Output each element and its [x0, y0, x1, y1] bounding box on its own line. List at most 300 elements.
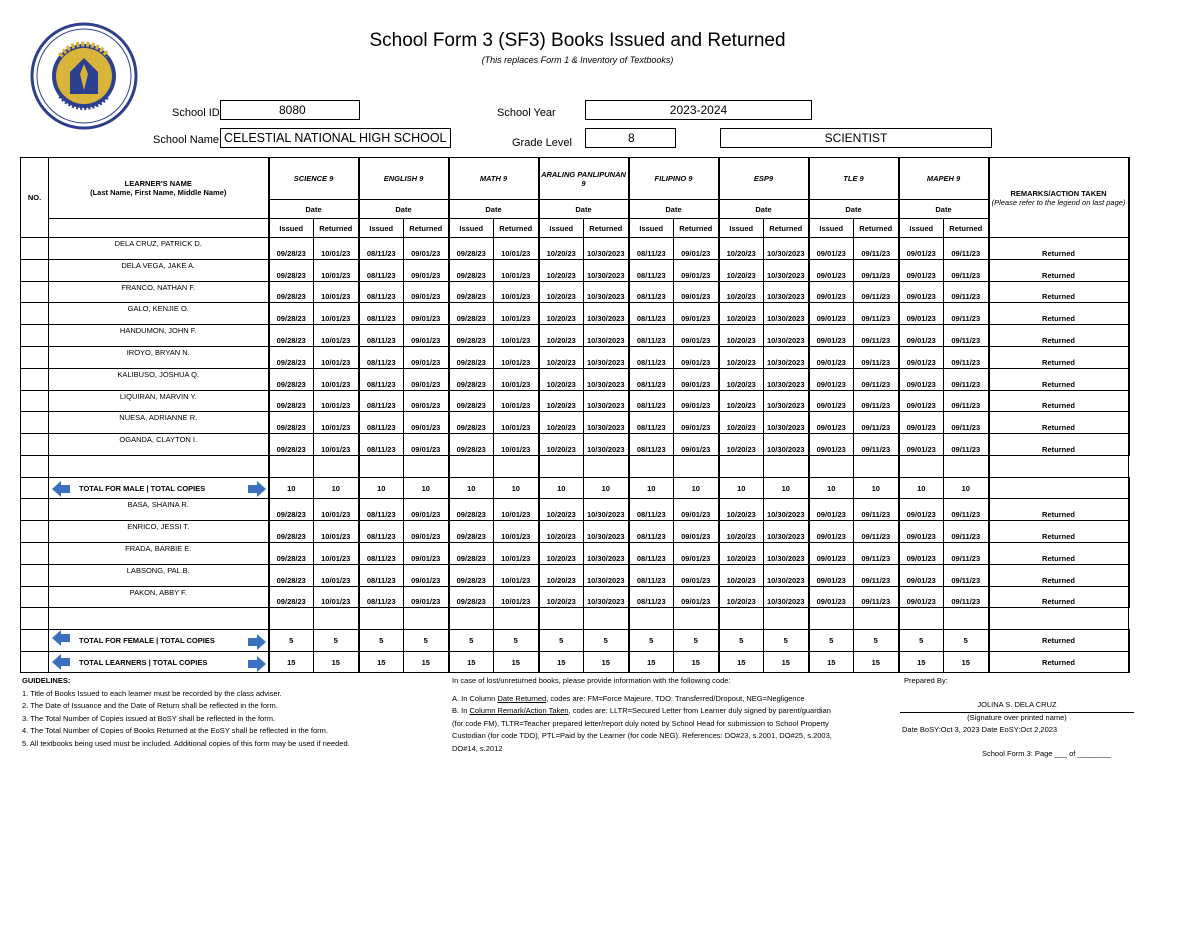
issued-date-cell: 08/11/23	[359, 346, 404, 368]
total-cell: 5	[944, 630, 989, 652]
empty-cell	[269, 455, 314, 477]
issued-date-cell: 09/28/23	[449, 303, 494, 325]
issued-date-cell: 09/28/23	[449, 259, 494, 281]
returned-date-cell: 09/01/23	[404, 521, 449, 543]
issued-date-cell: 09/01/23	[899, 390, 944, 412]
total-label: TOTAL FOR MALE | TOTAL COPIES	[49, 477, 269, 499]
subject-header: SCIENCE 9	[269, 158, 359, 200]
date-header: Date	[449, 200, 539, 219]
remarks-sub: (Please refer to the legend on last page)	[991, 197, 1126, 207]
issued-date-cell: 09/28/23	[269, 346, 314, 368]
issued-header: Issued	[269, 219, 314, 238]
returned-date-cell: 10/01/23	[494, 259, 539, 281]
total-cell: 10	[719, 477, 764, 499]
returned-date-cell: 09/11/23	[944, 346, 989, 368]
learner-name: GALO, KENJIE O.	[49, 303, 269, 325]
returned-date-cell: 09/01/23	[404, 543, 449, 565]
row-number	[21, 477, 49, 499]
total-cell: 5	[269, 630, 314, 652]
total-cell: 15	[584, 651, 629, 673]
issued-date-cell: 10/20/23	[719, 390, 764, 412]
returned-date-cell: 09/01/23	[674, 412, 719, 434]
returned-date-cell: 09/01/23	[404, 390, 449, 412]
table-row	[21, 586, 1129, 608]
issued-date-cell: 09/01/23	[809, 281, 854, 303]
codes-legend	[452, 675, 897, 761]
total-cell: 10	[359, 477, 404, 499]
table-row	[21, 390, 1129, 412]
issued-date-cell: 09/01/23	[809, 259, 854, 281]
total-cell: 10	[854, 477, 899, 499]
returned-date-cell: 09/11/23	[944, 238, 989, 260]
issued-date-cell: 09/28/23	[449, 521, 494, 543]
returned-date-cell: 09/11/23	[944, 543, 989, 565]
issued-date-cell: 10/20/23	[719, 412, 764, 434]
issued-date-cell: 09/28/23	[449, 346, 494, 368]
subject-header: ARALING PANLIPUNAN 9	[539, 158, 629, 200]
total-cell: 5	[674, 630, 719, 652]
issued-header: Issued	[719, 219, 764, 238]
empty-cell	[49, 608, 269, 630]
table-row	[21, 303, 1129, 325]
returned-date-cell: 10/30/2023	[584, 390, 629, 412]
total-cell: 5	[314, 630, 359, 652]
returned-date-cell: 09/11/23	[854, 564, 899, 586]
empty-cell	[989, 608, 1129, 630]
row-number	[21, 630, 49, 652]
returned-date-cell: 10/01/23	[494, 586, 539, 608]
issued-date-cell: 08/11/23	[359, 412, 404, 434]
returned-date-cell: 10/30/2023	[584, 564, 629, 586]
returned-date-cell: 09/11/23	[854, 303, 899, 325]
returned-date-cell: 10/01/23	[494, 390, 539, 412]
table-row	[21, 564, 1129, 586]
issued-date-cell: 10/20/23	[539, 521, 584, 543]
issued-date-cell: 08/11/23	[359, 434, 404, 456]
total-cell: 15	[404, 651, 449, 673]
returned-date-cell: 09/11/23	[854, 499, 899, 521]
total-cell: 5	[539, 630, 584, 652]
guideline-item: 2. The Date of Issuance and the Date of Return shall be reflected in the form.	[22, 701, 278, 710]
issued-date-cell: 09/01/23	[899, 259, 944, 281]
returned-date-cell: 09/01/23	[674, 303, 719, 325]
issued-date-cell: 08/11/23	[629, 543, 674, 565]
returned-date-cell: 09/01/23	[674, 238, 719, 260]
returned-date-cell: 09/01/23	[404, 368, 449, 390]
issued-date-cell: 09/01/23	[899, 499, 944, 521]
row-number	[21, 303, 49, 325]
issued-header: Issued	[449, 219, 494, 238]
empty-cell	[629, 608, 674, 630]
row-number	[21, 346, 49, 368]
issued-date-cell: 08/11/23	[629, 434, 674, 456]
section-field[interactable]: SCIENTIST	[720, 128, 992, 148]
total-cell: 5	[449, 630, 494, 652]
returned-date-cell: 09/11/23	[944, 499, 989, 521]
returned-header: Returned	[314, 219, 359, 238]
returned-date-cell: 09/01/23	[404, 499, 449, 521]
issued-date-cell: 08/11/23	[359, 325, 404, 347]
returned-date-cell: 09/01/23	[404, 281, 449, 303]
returned-date-cell: 09/01/23	[404, 238, 449, 260]
issued-date-cell: 09/01/23	[809, 434, 854, 456]
empty-cell	[674, 608, 719, 630]
issued-date-cell: 09/01/23	[899, 543, 944, 565]
issued-date-cell: 10/20/23	[719, 346, 764, 368]
returned-date-cell: 09/01/23	[404, 325, 449, 347]
returned-header: Returned	[944, 219, 989, 238]
learner-name: DELA VEGA, JAKE A.	[49, 259, 269, 281]
issued-date-cell: 08/11/23	[629, 521, 674, 543]
issued-date-cell: 08/11/23	[359, 499, 404, 521]
issued-date-cell: 09/01/23	[899, 303, 944, 325]
issued-date-cell: 09/28/23	[269, 412, 314, 434]
returned-date-cell: 10/01/23	[314, 521, 359, 543]
remarks-header	[989, 158, 1129, 238]
returned-date-cell: 09/11/23	[944, 586, 989, 608]
learner-name: HANDUMON, JOHN F.	[49, 325, 269, 347]
arrow-left-icon[interactable]	[52, 654, 70, 670]
returned-date-cell: 09/11/23	[854, 543, 899, 565]
issued-date-cell: 10/20/23	[539, 390, 584, 412]
returned-date-cell: 09/11/23	[944, 390, 989, 412]
total-cell: 15	[719, 651, 764, 673]
empty-cell	[584, 608, 629, 630]
issued-date-cell: 09/28/23	[449, 325, 494, 347]
remark-cell: Returned	[989, 346, 1129, 368]
guideline-item: 1. Title of Books Issued to each learner must be recorded by the class adviser.	[22, 688, 282, 698]
empty-cell	[404, 455, 449, 477]
returned-date-cell: 09/11/23	[944, 303, 989, 325]
school-year-label: School Year	[497, 107, 556, 119]
issued-date-cell: 09/01/23	[809, 543, 854, 565]
bosy-eosy-dates: Date BoSY:Oct 3, 2023 Date EoSY:Oct 2,2023	[902, 725, 1058, 734]
issued-date-cell: 09/01/23	[809, 412, 854, 434]
issued-date-cell: 09/01/23	[809, 586, 854, 608]
subject-header: TLE 9	[809, 158, 899, 200]
issued-date-cell: 09/01/23	[899, 434, 944, 456]
table-row	[21, 346, 1129, 368]
returned-date-cell: 10/30/2023	[764, 543, 809, 565]
returned-date-cell: 09/11/23	[854, 586, 899, 608]
form-title: School Form 3 (SF3) Books Issued and Returned	[369, 30, 786, 51]
row-number	[21, 325, 49, 347]
row-number	[21, 521, 49, 543]
returned-date-cell: 09/11/23	[854, 238, 899, 260]
issued-date-cell: 10/20/23	[719, 586, 764, 608]
returned-date-cell: 10/30/2023	[764, 434, 809, 456]
issued-date-cell: 08/11/23	[359, 586, 404, 608]
row-number	[21, 368, 49, 390]
returned-header: Returned	[404, 219, 449, 238]
date-header: Date	[539, 200, 629, 219]
empty-cell	[494, 608, 539, 630]
returned-date-cell: 09/01/23	[674, 521, 719, 543]
learner-name: OGANDA, CLAYTON I.	[49, 434, 269, 456]
returned-date-cell: 10/30/2023	[584, 499, 629, 521]
issued-date-cell: 08/11/23	[629, 368, 674, 390]
learner-name: PAKON, ABBY F.	[49, 586, 269, 608]
returned-date-cell: 10/30/2023	[584, 259, 629, 281]
guidelines-title: GUIDELINES:	[22, 676, 71, 685]
empty-cell	[854, 608, 899, 630]
table-row	[21, 630, 1129, 652]
total-cell: 15	[629, 651, 674, 673]
total-cell: 5	[404, 630, 449, 652]
empty-cell	[449, 455, 494, 477]
table-row	[21, 412, 1129, 434]
table-row	[21, 434, 1129, 456]
codes-intro: In case of lost/unreturned books, please provide information with the following code:	[452, 676, 731, 685]
remark-cell: Returned	[989, 281, 1129, 303]
issued-date-cell: 09/01/23	[899, 325, 944, 347]
issued-date-cell: 09/28/23	[449, 434, 494, 456]
code-a: A. In Column Date Returned, codes are: FM=Force Majeure, TDO: Transferred/Dropout, NEG=Negligence	[452, 693, 805, 703]
returned-date-cell: 10/01/23	[494, 368, 539, 390]
issued-date-cell: 10/20/23	[719, 521, 764, 543]
total-cell: 5	[854, 630, 899, 652]
issued-date-cell: 09/28/23	[449, 281, 494, 303]
total-cell: 5	[494, 630, 539, 652]
returned-date-cell: 09/11/23	[854, 521, 899, 543]
empty-cell	[314, 608, 359, 630]
school-year-field[interactable]: 2023-2024	[585, 100, 812, 120]
subject-header: FILIPINO 9	[629, 158, 719, 200]
issued-date-cell: 10/20/23	[719, 499, 764, 521]
returned-header: Returned	[854, 219, 899, 238]
issued-date-cell: 08/11/23	[359, 303, 404, 325]
returned-header: Returned	[674, 219, 719, 238]
table-row	[21, 259, 1129, 281]
total-cell: 10	[764, 477, 809, 499]
issued-date-cell: 09/28/23	[269, 543, 314, 565]
date-header: Date	[359, 200, 449, 219]
learner-name: BASA, SHAINA R.	[49, 499, 269, 521]
issued-date-cell: 10/20/23	[539, 281, 584, 303]
total-cell: 15	[314, 651, 359, 673]
empty-cell	[899, 455, 944, 477]
returned-date-cell: 09/01/23	[674, 325, 719, 347]
date-header: Date	[719, 200, 809, 219]
empty-cell	[539, 455, 584, 477]
grade-level-field[interactable]: 8	[585, 128, 676, 148]
returned-date-cell: 09/01/23	[404, 434, 449, 456]
returned-date-cell: 10/30/2023	[584, 412, 629, 434]
returned-date-cell: 10/01/23	[494, 281, 539, 303]
remark-cell: Returned	[989, 564, 1129, 586]
issued-date-cell: 10/20/23	[719, 238, 764, 260]
empty-cell	[809, 455, 854, 477]
empty-cell	[944, 608, 989, 630]
issued-header: Issued	[359, 219, 404, 238]
total-cell: 15	[854, 651, 899, 673]
empty-cell	[719, 455, 764, 477]
code-b-line: Custodian (for code TDO), PTL=Paid by the Learner (for code NEG). References: DO#23, s.2001, DO#25, s.2003,	[452, 731, 832, 740]
issued-date-cell: 09/28/23	[449, 238, 494, 260]
empty-cell	[21, 608, 49, 630]
guideline-item: 5. All textbooks being used must be included. Additional copies of this form may be used if needed.	[22, 738, 350, 748]
issued-date-cell: 10/20/23	[719, 259, 764, 281]
no-header: NO.	[21, 158, 49, 238]
returned-date-cell: 09/01/23	[404, 564, 449, 586]
returned-date-cell: 09/01/23	[674, 543, 719, 565]
arrow-left-icon[interactable]	[52, 630, 70, 646]
total-cell: 5	[899, 630, 944, 652]
total-cell: 15	[359, 651, 404, 673]
issued-date-cell: 09/01/23	[899, 521, 944, 543]
remark-cell: Returned	[989, 368, 1129, 390]
returned-header: Returned	[494, 219, 539, 238]
issued-date-cell: 09/28/23	[449, 564, 494, 586]
issued-date-cell: 09/28/23	[269, 564, 314, 586]
books-table	[20, 157, 1130, 673]
subject-header: MAPEH 9	[899, 158, 989, 200]
issued-date-cell: 08/11/23	[629, 390, 674, 412]
total-cell: 10	[314, 477, 359, 499]
issued-date-cell: 09/28/23	[449, 390, 494, 412]
returned-date-cell: 10/01/23	[494, 238, 539, 260]
returned-date-cell: 09/11/23	[854, 412, 899, 434]
total-cell: 15	[449, 651, 494, 673]
returned-date-cell: 10/30/2023	[584, 521, 629, 543]
returned-date-cell: 10/01/23	[494, 412, 539, 434]
returned-date-cell: 10/01/23	[314, 564, 359, 586]
table-row	[21, 238, 1129, 260]
remark-cell: Returned	[989, 499, 1129, 521]
returned-date-cell: 10/30/2023	[764, 346, 809, 368]
returned-date-cell: 09/11/23	[944, 281, 989, 303]
returned-date-cell: 10/30/2023	[764, 412, 809, 434]
returned-date-cell: 10/30/2023	[584, 368, 629, 390]
table-row	[21, 499, 1129, 521]
issued-date-cell: 09/01/23	[809, 303, 854, 325]
issued-date-cell: 09/28/23	[269, 259, 314, 281]
subject-header: ENGLISH 9	[359, 158, 449, 200]
issued-date-cell: 10/20/23	[539, 564, 584, 586]
returned-date-cell: 10/30/2023	[764, 325, 809, 347]
total-cell: 5	[809, 630, 854, 652]
total-cell: 10	[494, 477, 539, 499]
remark-cell: Returned	[989, 543, 1129, 565]
issued-date-cell: 09/01/23	[899, 368, 944, 390]
returned-date-cell: 10/30/2023	[764, 499, 809, 521]
returned-date-cell: 10/01/23	[314, 412, 359, 434]
school-id-field[interactable]: 8080	[220, 100, 360, 120]
empty-cell	[674, 455, 719, 477]
issued-date-cell: 08/11/23	[359, 259, 404, 281]
returned-date-cell: 09/11/23	[854, 346, 899, 368]
date-header: Date	[269, 200, 359, 219]
returned-date-cell: 10/30/2023	[764, 390, 809, 412]
remark-cell: Returned	[989, 434, 1129, 456]
returned-date-cell: 09/01/23	[674, 499, 719, 521]
table-row	[21, 651, 1129, 673]
issued-header: Issued	[539, 219, 584, 238]
issued-date-cell: 09/01/23	[899, 412, 944, 434]
learner-name-sub: (Last Name, First Name, Middle Name)	[90, 188, 227, 197]
issued-date-cell: 08/11/23	[629, 281, 674, 303]
returned-date-cell: 09/11/23	[944, 325, 989, 347]
table-row	[21, 477, 1129, 499]
arrow-right-icon[interactable]	[248, 481, 266, 497]
empty-cell	[764, 608, 809, 630]
issued-date-cell: 08/11/23	[629, 564, 674, 586]
issued-date-cell: 10/20/23	[719, 281, 764, 303]
returned-date-cell: 10/01/23	[314, 499, 359, 521]
returned-date-cell: 10/01/23	[314, 325, 359, 347]
learner-name: IROYO, BRYAN N.	[49, 346, 269, 368]
returned-date-cell: 10/01/23	[494, 325, 539, 347]
issued-header: Issued	[809, 219, 854, 238]
name-header-spacer	[49, 219, 269, 238]
total-cell: 10	[809, 477, 854, 499]
issued-date-cell: 09/01/23	[899, 346, 944, 368]
total-remark	[989, 477, 1129, 499]
issued-date-cell: 10/20/23	[539, 238, 584, 260]
code-b: B. In Column Remark/Action Taken, codes are: LLTR=Secured Letter from Learner duly signed by parent/guardian	[452, 706, 831, 715]
returned-date-cell: 09/11/23	[944, 259, 989, 281]
returned-date-cell: 10/01/23	[494, 499, 539, 521]
issued-date-cell: 09/01/23	[809, 346, 854, 368]
total-cell: 15	[764, 651, 809, 673]
learner-name: LABSONG, PAL B.	[49, 564, 269, 586]
arrow-left-icon[interactable]	[52, 481, 70, 497]
issued-date-cell: 08/11/23	[359, 521, 404, 543]
issued-date-cell: 10/20/23	[539, 346, 584, 368]
issued-date-cell: 09/01/23	[809, 521, 854, 543]
arrow-right-icon[interactable]	[248, 634, 266, 650]
empty-cell	[404, 608, 449, 630]
school-id-label: School ID	[172, 107, 220, 119]
total-cell: 5	[629, 630, 674, 652]
returned-date-cell: 09/01/23	[674, 564, 719, 586]
returned-date-cell: 10/30/2023	[764, 368, 809, 390]
remark-cell: Returned	[989, 586, 1129, 608]
remark-cell: Returned	[989, 259, 1129, 281]
returned-date-cell: 09/11/23	[854, 325, 899, 347]
issued-header: Issued	[629, 219, 674, 238]
returned-date-cell: 09/01/23	[404, 586, 449, 608]
empty-cell	[49, 455, 269, 477]
row-number	[21, 499, 49, 521]
issued-date-cell: 09/01/23	[899, 281, 944, 303]
issued-header: Issued	[899, 219, 944, 238]
issued-date-cell: 09/28/23	[269, 238, 314, 260]
total-label: TOTAL LEARNERS | TOTAL COPIES	[49, 651, 269, 673]
issued-date-cell: 10/20/23	[539, 586, 584, 608]
issued-date-cell: 10/20/23	[539, 368, 584, 390]
issued-date-cell: 08/11/23	[359, 543, 404, 565]
learner-name: KALIBUSO, JOSHUA Q.	[49, 368, 269, 390]
preparer-name: JOLINA S. DELA CRUZ	[977, 700, 1057, 709]
issued-date-cell: 09/28/23	[449, 543, 494, 565]
returned-date-cell: 09/01/23	[674, 281, 719, 303]
empty-cell	[944, 455, 989, 477]
returned-date-cell: 10/30/2023	[764, 564, 809, 586]
total-cell: 15	[539, 651, 584, 673]
issued-date-cell: 10/20/23	[719, 325, 764, 347]
returned-date-cell: 10/01/23	[494, 303, 539, 325]
issued-date-cell: 10/20/23	[719, 434, 764, 456]
school-name-field[interactable]: CELESTIAL NATIONAL HIGH SCHOOL	[220, 128, 451, 148]
total-cell: 10	[674, 477, 719, 499]
returned-date-cell: 09/11/23	[944, 564, 989, 586]
empty-cell	[809, 608, 854, 630]
empty-cell	[314, 455, 359, 477]
issued-date-cell: 09/28/23	[449, 412, 494, 434]
arrow-right-icon[interactable]	[248, 656, 266, 672]
total-cell: 10	[944, 477, 989, 499]
